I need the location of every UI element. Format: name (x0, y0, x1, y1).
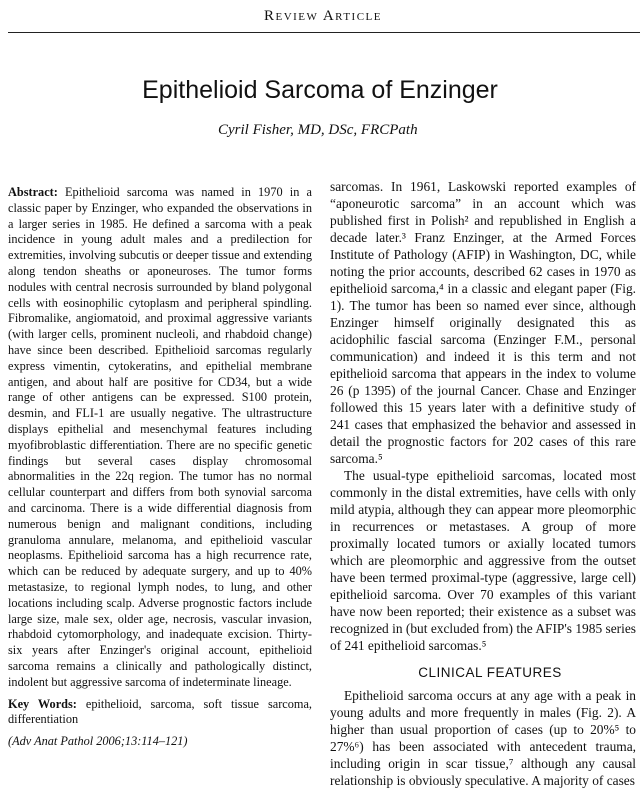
article-author: Cyril Fisher, MD, DSc, FRCPath (218, 122, 418, 138)
section-heading: CLINICAL FEATURES (418, 665, 562, 680)
abstract-paragraph (8, 185, 312, 691)
abstract-column (8, 185, 312, 750)
article-title: Epithelioid Sarcoma of Enzinger (142, 76, 498, 104)
body-paragraph-1: sarcomas. In 1961, Laskowski reported examples of “aponeurotic sarcoma” in an account which was published first in Polish² and republished in English a decade later.³ Franz Enzinger, at the Armed Forces Institute of Pathology (AFIP) in Washington, DC, while noting the prior accounts, described 62 cases in 1970 as epithelioid sarcoma,⁴ in a classic and elegant paper (Fig. 1). The tumor has been so named ever since, although Enzinger himself originally designated this as acidophilic fascial sarcoma (Enzinger F.M., personal communication) and indeed it is this term and not epithelioid sarcoma that appears in the index to volume 26 (p 1395) of the journal Cancer. Chase and Enzinger followed this 15 years later with a definitive study of 241 cases that emphasized the behavior and assessed in detail the prognostic factors for 202 cases of this rare sarcoma.⁵ (330, 179, 636, 466)
body-paragraph-2: The usual-type epithelioid sarcomas, located most commonly in the distal extremities, have cells with only mild atypia, although they can appear more pleomorphic in recurrences or metastases. A group of more proximally located tumors or axially located tumors which are pleomorphic and aggressive from the outset have been termed proximal-type (aggressive, large cell) epithelioid sarcoma. Over 70 examples of this variant have now been reported; their existence as a subset was recognized in (but excluded from) the AFIP's 1985 series of 241 epithelioid sarcomas.⁵ (330, 468, 636, 653)
citation: (Adv Anat Pathol 2006;13:114–121) (8, 734, 188, 749)
body-paragraph-3: Epithelioid sarcoma occurs at any age with a peak in young adults and more frequently in males (Fig. 2). A higher than usual proportion of cases (up to 20%⁵ to 27%⁶) has been associated with antecedent trauma, including origin in scar tissue,⁷ although any causal relationship is obviously speculative. A majority of cases (330, 688, 636, 788)
page-header (0, 0, 640, 34)
keywords-text: epithelioid, sarcoma, soft tissue sarcoma, differentiation (8, 696, 313, 727)
keywords-paragraph (8, 697, 312, 729)
body-column (330, 178, 636, 789)
abstract-label: Abstract: (8, 185, 58, 199)
keywords-label: Key Words: (8, 696, 77, 711)
header-rule (8, 32, 640, 33)
article-type-label: Review Article (263, 8, 382, 24)
abstract-text: Epithelioid sarcoma was named in 1970 in a classic paper by Enzinger, who expanded the observations in a larger series in 1985. He defined a sarcoma with a peak incidence in young adult males and a predilection for extremities, involving subcutis or deeper tissue and extending along tendon sheaths or aponeuroses. The tumor forms nodules with central necrosis surrounded by bland polygonal cells with eosinophilic cytoplasm and peripheral spindling. Fibromalike, angiomatoid, and proximal aggressive variants (with larger cells, prominent nucleoli, and rhabdoid change) have since been described. Epithelioid sarcomas regularly express vimentin, cytokeratins, and epithelial membrane antigen, and about half are positive for CD34, but a wide range of other antigens can be expressed. S100 protein, desmin, and FLI-1 are usually negative. The ultrastructure displays epithelial and mesenchymal features including myofibroblastic differentiation. There are no specific genetic findings but several cases display chromosomal abnormalities in the 22q region. The tumor has no normal cellular counterpart and differs from both synovial sarcoma and carcinoma. There is a wide differential diagnosis from numerous benign and malignant conditions, including granuloma annulare, melanoma, and epithelioid vascular neoplasms. Epithelioid sarcoma has a high recurrence rate, which can be reduced by adequate surgery, and up to 40% metastasize, to regional lymph nodes, to lung, and other locations including scalp. Adverse prognostic factors include large size, male sex, older age, necrosis, vascular invasion, rhabdoid cytomorphology, and inadequate excision. Thirty-six years after Enzinger's original account, epithelioid sarcoma remains a clinically and pathologically distinct, indolent but aggressive sarcoma of indeterminate lineage. (8, 185, 312, 689)
